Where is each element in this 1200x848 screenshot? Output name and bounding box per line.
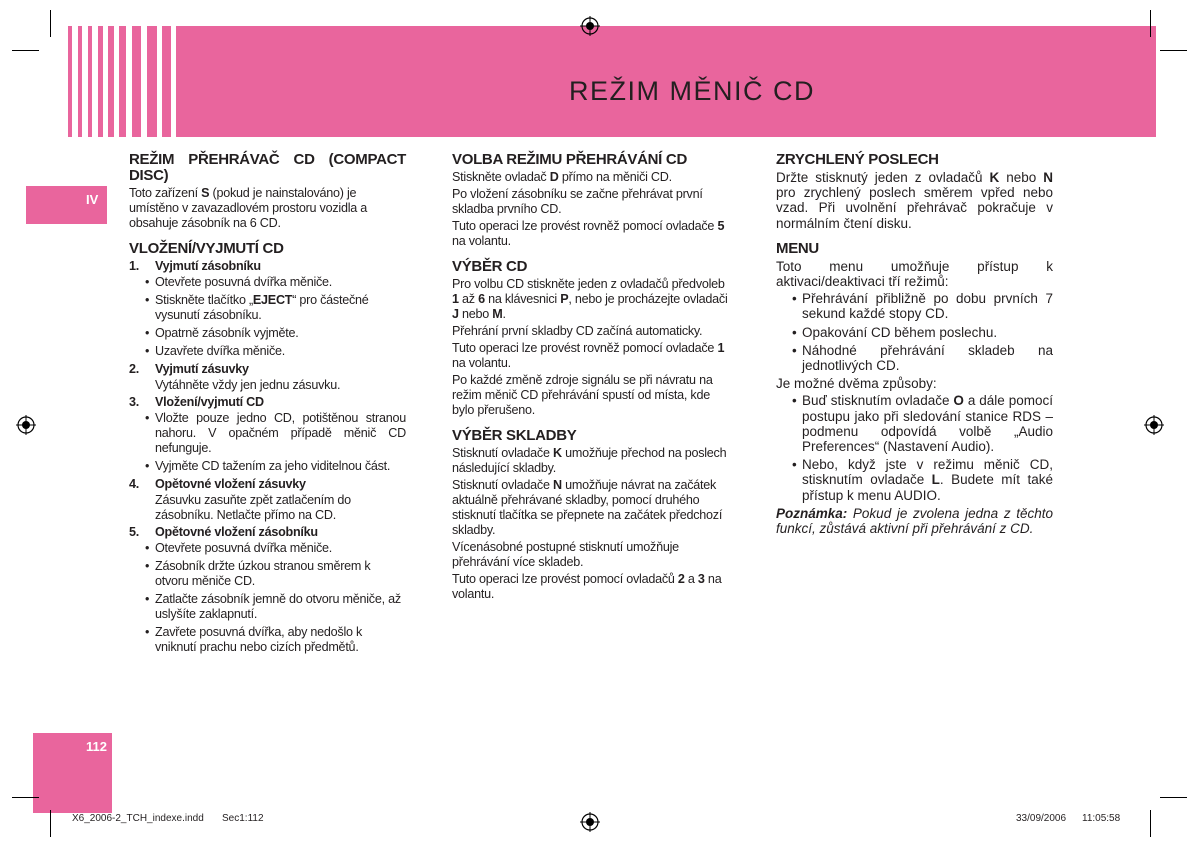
header-stripe: [132, 26, 141, 137]
section-heading: ZRYCHLENÝ POSLECH: [776, 151, 939, 168]
header-stripe: [78, 26, 82, 137]
crop-mark: [12, 797, 39, 798]
bullet-list: [776, 291, 1053, 373]
paragraph: Po vložení zásobníku se začne přehrávat první skladba prvního CD.: [452, 187, 703, 216]
crop-mark: [12, 50, 39, 51]
crop-mark: [1150, 810, 1151, 837]
paragraph: Vícenásobné postupné stisknutí umožňuje přehrávání více skladeb.: [452, 540, 679, 569]
column-middle: [452, 152, 729, 604]
header-stripe: [108, 26, 114, 137]
header-stripe: [162, 26, 171, 137]
paragraph: Po každé změně zdroje signálu se při návratu na režim měnič CD přehrávání spustí od místa, kde bylo přerušeno.: [452, 373, 713, 417]
section-heading: VOLBA REŽIMU PŘEHRÁVÁNÍ CD: [452, 151, 687, 168]
step-text: Zásuvku zasuňte zpět zatlačením do zásobníku. Netlačte přímo na CD.: [155, 493, 351, 522]
step-title: 2. Vyjmutí zásuvky: [129, 362, 249, 376]
section-heading: VLOŽENÍ/VYJMUTÍ CD: [129, 240, 284, 257]
column-left: [129, 152, 406, 658]
paragraph: Tuto operaci lze provést rovněž pomocí ovladače 5 na volantu.: [452, 219, 725, 248]
paragraph: Tuto operaci lze provést pomocí ovladačů 2 a 3 na volantu.: [452, 572, 722, 601]
header-stripe: [119, 26, 126, 137]
list-item: • Buď stisknutím ovladače O a dále pomocí postupu jako při sledování stanice RDS – podmenu odpovídá volbě „Audio Preferences“ (Nastavení Audio).: [776, 393, 1053, 454]
bullet-list: [776, 393, 1053, 502]
paragraph: Držte stisknutý jeden z ovladačů K nebo N pro zrychlený poslech směrem vpřed nebo vzad. Při uvolnění přehrávač pokračuje v normálním čtení disku.: [776, 170, 1053, 231]
footer-date: 33/09/2006: [1016, 813, 1067, 824]
page-title: REŽIM MĚNIČ CD: [569, 76, 815, 106]
step-title: 4. Opětovné vložení zásuvky: [129, 477, 306, 491]
registration-mark-icon: [580, 812, 600, 832]
paragraph: Pro volbu CD stiskněte jeden z ovladačů předvoleb 1 až 6 na klávesnici P, nebo je procházejte ovladači J nebo M.: [452, 277, 728, 321]
list-item: • Otevřete posuvná dvířka měniče.: [129, 541, 406, 556]
header-stripe: [98, 26, 103, 137]
footer-section: Sec1:112: [222, 813, 264, 824]
list-item: • Opatrně zásobník vyjměte.: [129, 326, 406, 341]
section-heading: VÝBĚR CD: [452, 258, 528, 275]
chapter-tab-label: IV: [86, 192, 99, 207]
paragraph: Stiskněte ovladač D přímo na měniči CD.: [452, 170, 672, 184]
paragraph: Stisknutí ovladače K umožňuje přechod na poslech následující skladby.: [452, 446, 727, 475]
page-number: 112: [86, 739, 107, 754]
step-title: 3. Vložení/vyjmutí CD: [129, 395, 264, 409]
paragraph: Toto zařízení S (pokud je nainstalováno) je umístěno v zavazadlovém prostoru vozidla a obsahuje zásobník na 6 CD.: [129, 186, 367, 230]
list-item: • Uzavřete dvířka měniče.: [129, 344, 406, 359]
list-item: • Zavřete posuvná dvířka, aby nedošlo k vniknutí prachu nebo cizích předmětů.: [129, 625, 406, 655]
crop-mark: [1160, 50, 1187, 51]
bullet-list: [129, 411, 406, 474]
footer-file: X6_2006-2_TCH_indexe.indd: [72, 813, 204, 824]
header-stripe: [147, 26, 157, 137]
paragraph: Stisknutí ovladače N umožňuje návrat na začátek aktuálně přehrávané skladby, pomocí druhého stisknutí tlačítka se přepnete na začátek předchozí skladby.: [452, 478, 723, 537]
list-item: • Přehrávání přibližně po dobu prvních 7 sekund každé stopy CD.: [776, 291, 1053, 321]
registration-mark-icon: [1144, 415, 1164, 435]
bullet-list: [129, 275, 406, 359]
paragraph: Toto menu umožňuje přístup k aktivaci/deaktivaci tří režimů:: [776, 258, 1053, 290]
registration-mark-icon: [580, 16, 600, 36]
step-text: Vytáhněte vždy jen jednu zásuvku.: [155, 378, 341, 392]
registration-mark-icon: [16, 415, 36, 435]
crop-mark: [1150, 10, 1151, 37]
header-stripe: [68, 26, 72, 137]
list-item: • Otevřete posuvná dvířka měniče.: [129, 275, 406, 290]
list-item: • Zásobník držte úzkou stranou směrem k otvoru měniče CD.: [129, 559, 406, 589]
list-item: • Vložte pouze jedno CD, potištěnou stranou nahoru. V opačném případě měnič CD nefunguje.: [129, 411, 406, 456]
crop-mark: [50, 10, 51, 37]
paragraph: Přehrání první skladby CD začíná automaticky.: [452, 324, 703, 338]
crop-mark: [1160, 797, 1187, 798]
step-title: 1. Vyjmutí zásobníku: [129, 259, 261, 273]
section-heading: MENU: [776, 239, 819, 257]
list-item: • Náhodné přehrávání skladeb na jednotlivých CD.: [776, 343, 1053, 373]
footer-time: 11:05:58: [1082, 813, 1121, 824]
bullet-list: [129, 541, 406, 655]
section-heading: VÝBĚR SKLADBY: [452, 427, 577, 444]
crop-mark: [50, 810, 51, 837]
column-right: [776, 152, 1053, 538]
section-heading: REŽIM PŘEHRÁVAČ CD (COMPACT DISC): [129, 151, 406, 184]
list-item: • Nebo, když jste v režimu měnič CD, stisknutím ovladače L. Budete mít také přístup k menu AUDIO.: [776, 457, 1053, 503]
list-item: • Zatlačte zásobník jemně do otvoru měniče, až uslyšíte zaklapnutí.: [129, 592, 406, 622]
paragraph: Tuto operaci lze provést rovněž pomocí ovladače 1 na volantu.: [452, 341, 725, 370]
header-stripe: [88, 26, 92, 137]
list-item: • Opakování CD během poslechu.: [776, 325, 1053, 340]
note: Poznámka: Pokud je zvolena jedna z těchto funkcí, zůstává aktivní při přehrávání z CD.: [776, 505, 1053, 537]
list-item: • Vyjměte CD tažením za jeho viditelnou část.: [129, 459, 406, 474]
step-title: 5. Opětovné vložení zásobníku: [129, 525, 318, 539]
list-item: • Stiskněte tlačítko „EJECT“ pro částečné vysunutí zásobníku.: [129, 293, 406, 323]
paragraph: Je možné dvěma způsoby:: [776, 376, 937, 392]
